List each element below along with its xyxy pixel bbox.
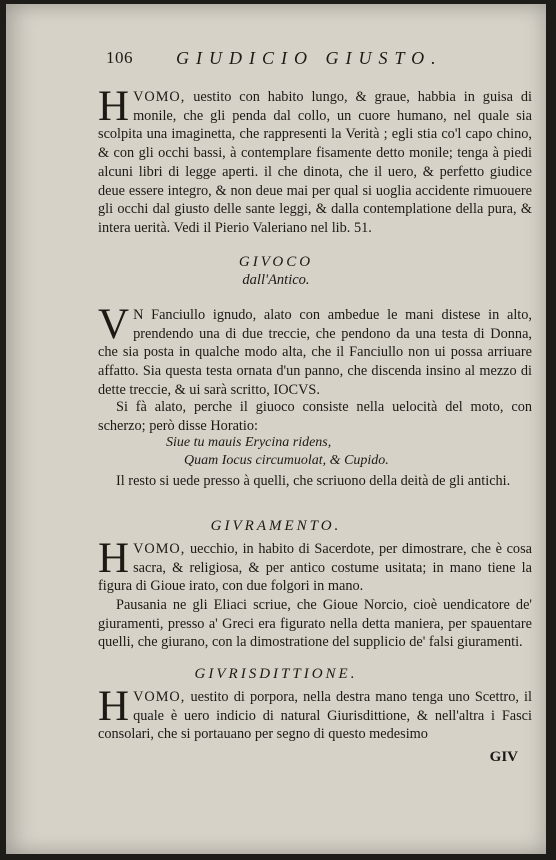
drop-cap: V xyxy=(98,306,130,348)
paragraph-givoco-2: Si fà alato, perche il giuoco consiste nella uelocità del moto, con scherzo; però disse Horatio: xyxy=(98,399,532,434)
verse-line-1: Siue tu mauis Erycina ridens, xyxy=(166,435,332,450)
drop-cap: H xyxy=(98,88,130,130)
section-heading-givoco: GIVOCO xyxy=(238,254,314,270)
paragraph-givrisdittione xyxy=(98,688,532,746)
paragraph-text: uecchio, in habito di Sacerdote, per dimostrare, che è cosa sacra, & religiosa, & per antico costume usitata; in mano tiene la figura di Gioue irato, con due folgori in mano. xyxy=(98,541,532,595)
paragraph-text: uestito con habito lungo, & graue, habbia in guisa di monile, che gli penda dal collo, un cuore humano, nel quale sia scolpita una imaginetta, che rappresenti la Verità ; egli stia co'l capo chino, & con gli occhi bassi, à contemplare fisamente detto monile; tenga à piedi alcuni libri di legge aperti. il che dinota, che il uero, & perfetto giudice deue essere integro, & non deue mai per qual si uoglia accidente rimuouere gli occhi dal giusto delle sante leggi, & dalla contemplatione della pura, & intera uerità. Vedi il Pierio Valeriano nel lib. 51. xyxy=(98,89,532,236)
paragraph-givoco xyxy=(98,306,532,400)
book-page xyxy=(6,4,546,854)
lead-word: VOMO, xyxy=(133,689,186,705)
section-subheading: dall'Antico. xyxy=(242,272,310,288)
drop-cap: H xyxy=(98,688,130,730)
paragraph-givoco-3: Il resto si uede presso à quelli, che scriuono della deità de gli antichi. xyxy=(116,473,511,489)
drop-cap: H xyxy=(98,540,130,582)
paragraph-text: N Fanciullo ignudo, alato con ambedue le mani distese in alto, prendendo una di due treccie, che pendono da una testa di Donna, che sia posta in qualche modo alta, che il Fanciullo non ui possa arriuare affatto. Sia questa testa ornata d'un panno, che discenda insino al mezzo di dette treccie, & ui sarà scritto, IOCVS. xyxy=(98,307,532,398)
section-heading-givramento: GIVRAMENTO. xyxy=(210,518,342,534)
section-heading-givrisdittione: GIVRISDITTIONE. xyxy=(194,666,358,682)
page-number: 106 xyxy=(106,48,133,67)
paragraph-giudicio xyxy=(98,88,532,244)
lead-word: VOMO, xyxy=(133,541,186,557)
catchword: GIV xyxy=(489,749,518,765)
lead-word: VOMO, xyxy=(133,89,186,105)
paragraph-text: uestito di porpora, nella destra mano tenga uno Scettro, il quale è uero indicio di natural Giurisdittione, & nell'altra i Fasci consolari, che si portauano per segno di questo medesimo xyxy=(98,689,532,743)
page-header xyxy=(6,48,546,74)
verse-line-2: Quam Iocus circumuolat, & Cupido. xyxy=(184,453,389,468)
paragraph-givramento xyxy=(98,540,532,598)
running-head: GIUDICIO GIUSTO. xyxy=(176,48,443,68)
paragraph-givramento-2: Pausania ne gli Eliaci scriue, che Gioue Norcio, cioè uendicatore de' giuramenti, presso a' Greci era figurato nella detta maniera, per spauentare quelli, che giurano, con la dimostratione del supplicio de' falsi giuramenti. xyxy=(98,597,532,651)
